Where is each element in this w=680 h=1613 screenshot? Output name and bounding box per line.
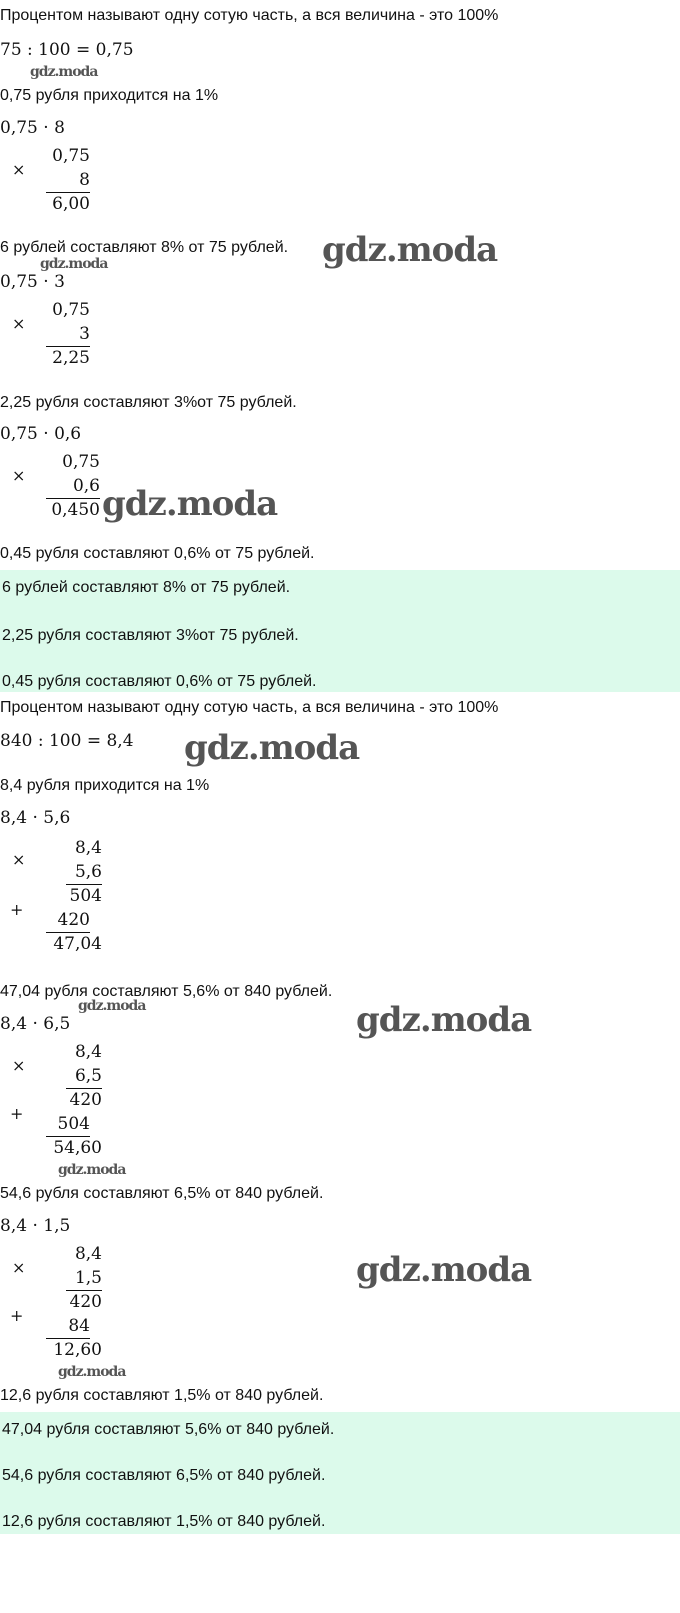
watermark: gdz.moda [58,1364,126,1380]
partial-product: 84 [46,1314,90,1339]
answer-line: 54,6 рубля составляют 6,5% от 840 рублей. [2,1467,326,1484]
watermark: gdz.moda [356,1250,532,1290]
product: 0,450 [51,500,100,520]
expr-1-2: 0,75 · 3 [0,272,65,292]
factor-b: 8 [46,168,90,193]
factor-b: 3 [46,322,90,347]
division-1: 75 : 100 = 0,75 [0,40,134,60]
answer-line: 47,04 рубля составляют 5,6% от 840 рублей. [2,1421,335,1438]
watermark: gdz.moda [30,64,98,80]
result-2-1: 47,04 рубля составляют 5,6% от 840 рублей. [0,983,333,1000]
expr-1-1: 0,75 · 8 [0,118,65,138]
per-percent-1: 0,75 рубля приходится на 1% [0,87,219,104]
result-2-2: 54,6 рубля составляют 6,5% от 840 рублей. [0,1185,324,1202]
per-percent-2: 8,4 рубля приходится на 1% [0,777,210,794]
column-mult-1-1 [46,144,90,220]
factor-a: 8,4 [74,1244,102,1264]
times-sign: × [12,466,26,485]
division-2: 840 : 100 = 8,4 [0,731,134,751]
watermark: gdz.moda [184,728,360,768]
watermark: gdz.moda [58,1162,126,1178]
partial-product: 420 [46,908,90,933]
expr-2-1: 8,4 · 5,6 [0,808,71,828]
product: 2,25 [52,348,90,368]
column-mult-2-1 [46,836,102,960]
factor-a: 8,4 [74,838,102,858]
factor-b: 5,6 [66,860,102,885]
times-sign: × [12,1258,26,1277]
product: 6,00 [52,194,90,214]
column-mult-2-2 [46,1040,102,1164]
factor-a: 0,75 [62,452,100,472]
intro-text-1: Процентом называют одну сотую часть, а вся величина - это 100% [0,7,499,24]
plus-sign: + [10,900,24,919]
answer-line: 2,25 рубля составляют 3%от 75 рублей. [2,627,299,644]
answer-line: 12,6 рубля составляют 1,5% от 840 рублей. [2,1513,326,1530]
partial-product: 420 [69,1090,102,1110]
product: 54,60 [53,1138,102,1158]
column-mult-2-3 [46,1242,102,1366]
times-sign: × [12,850,26,869]
factor-a: 0,75 [52,300,90,320]
times-sign: × [12,1056,26,1075]
answer-line: 0,45 рубля составляют 0,6% от 75 рублей. [2,673,317,690]
partial-product: 504 [69,886,102,906]
column-mult-1-2 [46,298,90,374]
expr-2-2: 8,4 · 6,5 [0,1014,71,1034]
product: 47,04 [53,934,102,954]
watermark: gdz.moda [356,1000,532,1040]
factor-a: 8,4 [74,1042,102,1062]
watermark: gdz.moda [322,230,498,270]
factor-b: 0,6 [46,474,100,499]
factor-b: 6,5 [66,1064,102,1089]
expr-2-3: 8,4 · 1,5 [0,1216,71,1236]
column-mult-1-3 [46,450,100,526]
result-2-3: 12,6 рубля составляют 1,5% от 840 рублей. [0,1387,324,1404]
factor-b: 1,5 [66,1266,102,1291]
factor-a: 0,75 [52,146,90,166]
partial-product: 420 [69,1292,102,1312]
answer-box-1 [0,570,680,692]
result-1-3: 0,45 рубля составляют 0,6% от 75 рублей. [0,545,315,562]
plus-sign: + [10,1104,24,1123]
times-sign: × [12,314,26,333]
answer-box-2 [0,1412,680,1534]
result-1-2: 2,25 рубля составляют 3%от 75 рублей. [0,394,297,411]
plus-sign: + [10,1306,24,1325]
watermark: gdz.moda [102,484,278,524]
product: 12,60 [53,1340,102,1360]
answer-line: 6 рублей составляют 8% от 75 рублей. [2,579,291,596]
intro-text-2: Процентом называют одну сотую часть, а вся величина - это 100% [0,699,499,716]
result-1-1: 6 рублей составляют 8% от 75 рублей. [0,239,289,256]
watermark: gdz.moda [78,998,146,1014]
times-sign: × [12,160,26,179]
expr-1-3: 0,75 · 0,6 [0,424,82,444]
partial-product: 504 [46,1112,90,1137]
watermark: gdz.moda [40,256,108,272]
